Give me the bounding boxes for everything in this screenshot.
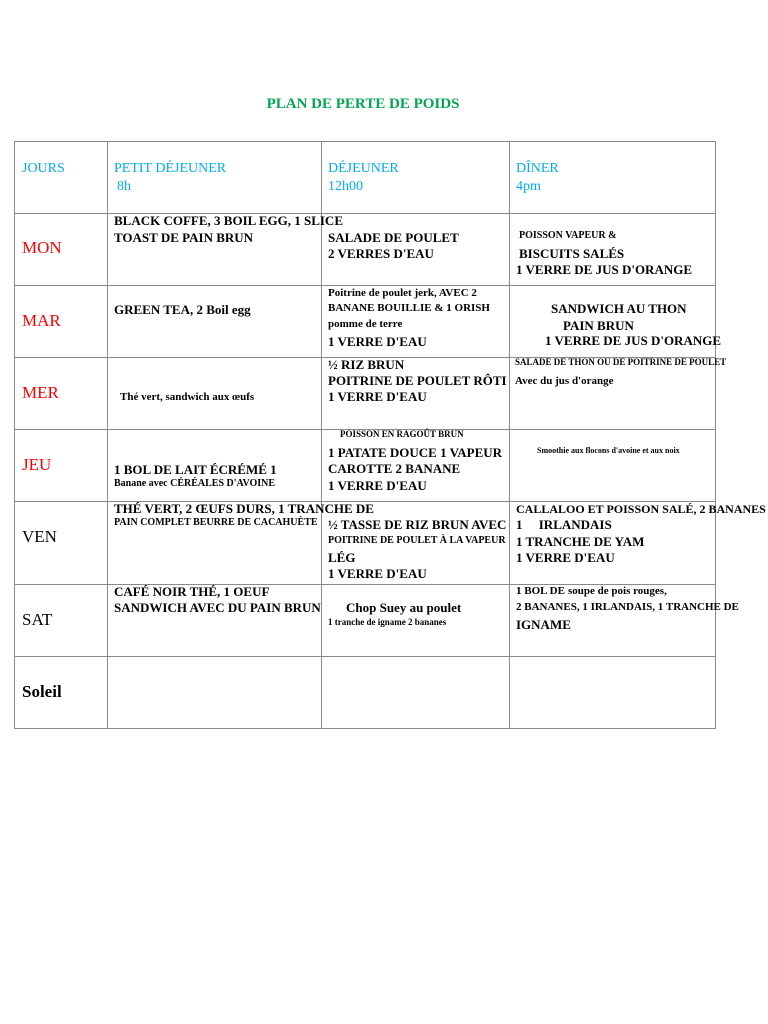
ven-breakfast-line: THÉ VERT, 2 ŒUFS DURS, 1 TRANCHE DE xyxy=(114,501,374,516)
ven-dinner-line: CALLALOO ET POISSON SALÉ, 2 BANANES xyxy=(516,502,766,516)
mon-lunch-line: SALADE DE POULET xyxy=(328,230,459,245)
ven-lunch-line: 1 VERRE D'EAU xyxy=(328,566,427,581)
day-label-mar: MAR xyxy=(22,311,61,330)
jeu-dinner-line: Smoothie aux flocons d'avoine et aux noix xyxy=(537,446,680,455)
header-dinner: DÎNER xyxy=(516,161,559,176)
jeu-breakfast-line: 1 BOL DE LAIT ÉCRÉMÉ 1 xyxy=(114,462,277,477)
mer-lunch-line: 1 VERRE D'EAU xyxy=(328,389,427,404)
mar-dinner-line: SANDWICH AU THON xyxy=(551,301,687,316)
day-label-jeu: JEU xyxy=(22,455,52,474)
header-jours: JOURS xyxy=(22,161,65,176)
mon-dinner-line: BISCUITS SALÉS xyxy=(519,246,625,261)
page-title: PLAN DE PERTE DE POIDS xyxy=(266,96,460,112)
header-breakfast: PETIT DÉJEUNER xyxy=(114,161,227,176)
day-label-mer: MER xyxy=(22,383,59,402)
header-breakfast-time: 8h xyxy=(117,179,131,194)
mar-dinner-line: PAIN BRUN xyxy=(563,318,634,333)
mon-breakfast-line: TOAST DE PAIN BRUN xyxy=(114,230,254,245)
day-label-ven: VEN xyxy=(22,527,57,546)
mar-lunch-line: 1 VERRE D'EAU xyxy=(328,334,427,349)
mer-dinner-line: SALADE DE THON OU DE POITRINE DE POULET xyxy=(515,357,727,367)
column-divider xyxy=(509,213,510,728)
jeu-lunch-line: 1 PATATE DOUCE 1 VAPEUR xyxy=(328,445,503,460)
table-row xyxy=(14,656,716,729)
jeu-breakfast-line: Banane avec CÉRÉALES D'AVOINE xyxy=(114,478,276,489)
day-label-mon: MON xyxy=(22,238,62,257)
sat-dinner-line: 2 BANANES, 1 IRLANDAIS, 1 TRANCHE DE xyxy=(516,601,739,613)
column-divider xyxy=(321,213,322,728)
mon-dinner-line: 1 VERRE DE JUS D'ORANGE xyxy=(516,262,693,277)
mon-dinner-line: POISSON VAPEUR & xyxy=(519,230,617,241)
jeu-lunch-line: POISSON EN RAGOÛT BRUN xyxy=(340,429,464,439)
day-label-soleil: Soleil xyxy=(22,682,62,701)
sat-dinner-line: IGNAME xyxy=(516,617,571,632)
mar-lunch-line: pomme de terre xyxy=(328,318,403,330)
jeu-lunch-line: CAROTTE 2 BANANE xyxy=(328,461,461,476)
mon-lunch-line: 2 VERRES D'EAU xyxy=(328,246,434,261)
mer-lunch-line: ½ RIZ BRUN xyxy=(328,357,405,372)
mon-breakfast-line: BLACK COFFE, 3 BOIL EGG, 1 SLICE xyxy=(114,213,343,228)
sat-dinner-line: soupe de pois rouges, xyxy=(568,585,667,597)
mar-dinner-line: 1 VERRE DE JUS D'ORANGE xyxy=(545,333,722,348)
sat-breakfast-line: SANDWICH AVEC DU PAIN BRUN xyxy=(114,600,321,615)
header-dinner-time: 4pm xyxy=(516,179,541,194)
ven-lunch-line: POITRINE DE POULET À LA VAPEUR xyxy=(328,535,506,546)
ven-dinner-line: 1 TRANCHE DE YAM xyxy=(516,534,645,549)
mer-breakfast-line: Thé vert, sandwich aux œufs xyxy=(120,391,255,403)
sat-breakfast-line: CAFÉ NOIR THÉ, 1 OEUF xyxy=(114,584,270,599)
ven-dinner-line: 1 IRLANDAIS xyxy=(516,517,612,532)
ven-dinner-line: 1 VERRE D'EAU xyxy=(516,550,615,565)
ven-breakfast-line: PAIN COMPLET BEURRE DE CACAHUÈTE xyxy=(114,517,318,528)
mer-lunch-line: POITRINE DE POULET RÔTI xyxy=(328,373,507,388)
day-label-sat: SAT xyxy=(22,610,53,629)
sat-lunch-line: 1 tranche de igname 2 bananes xyxy=(328,617,447,627)
ven-lunch-line: LÉG xyxy=(328,550,356,565)
ven-lunch-line: ½ TASSE DE RIZ BRUN AVEC xyxy=(328,517,507,532)
header-lunch-time: 12h00 xyxy=(328,179,363,194)
column-divider xyxy=(107,213,108,728)
mar-lunch-line: BANANE BOUILLIE & 1 ORISH xyxy=(328,302,490,314)
sat-lunch-line: Chop Suey au poulet xyxy=(346,600,462,615)
sat-dinner-line: 1 BOL DE xyxy=(516,585,565,597)
jeu-lunch-line: 1 VERRE D'EAU xyxy=(328,478,427,493)
mar-breakfast-line: GREEN TEA, 2 Boil egg xyxy=(114,302,251,317)
mar-lunch-line: Poitrine de poulet jerk, AVEC 2 xyxy=(328,287,477,299)
header-lunch: DÉJEUNER xyxy=(328,161,399,176)
mer-dinner-line: Avec du jus d'orange xyxy=(515,375,614,387)
